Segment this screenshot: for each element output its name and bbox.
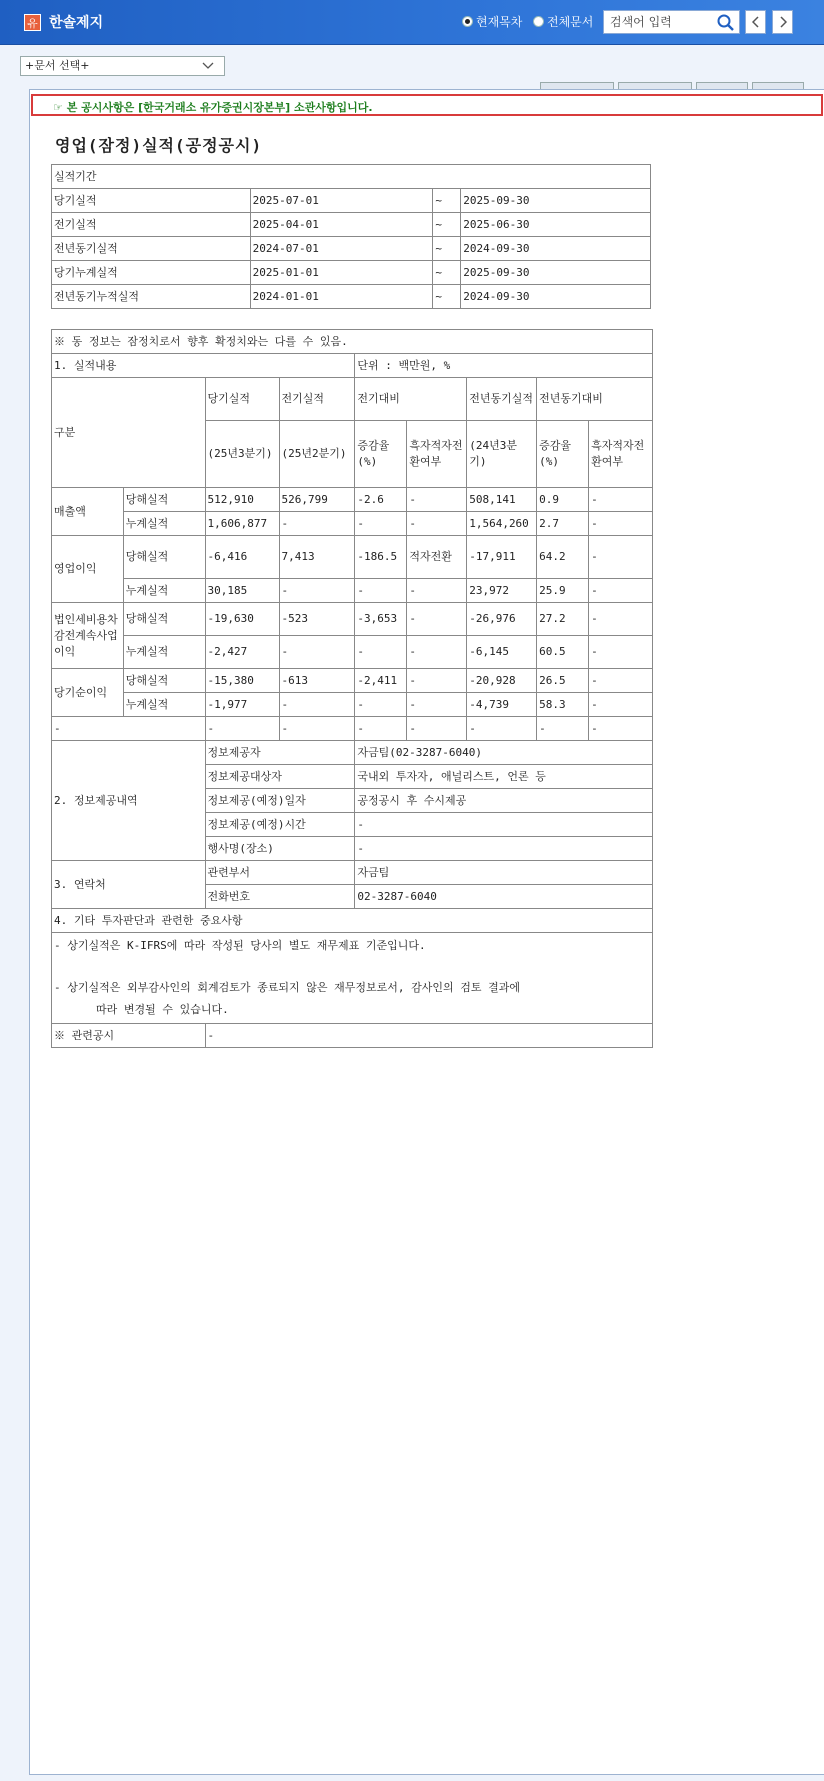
radio-button-icon[interactable] xyxy=(533,16,544,27)
column-header: 전기대비 xyxy=(355,378,467,421)
cell: - xyxy=(407,669,467,693)
item-name: 당기순이익 xyxy=(52,669,124,717)
row-type: 당해실적 xyxy=(123,603,205,636)
document-content xyxy=(29,89,824,1775)
table-row xyxy=(52,488,653,512)
period-to: 2025-09-30 xyxy=(461,261,651,285)
table-row xyxy=(52,861,653,885)
info-value: 국내외 투자자, 애널리스트, 언론 등 xyxy=(355,765,653,789)
cell: -2.6 xyxy=(355,488,407,512)
table-row xyxy=(52,933,653,1024)
cell: -19,630 xyxy=(205,603,279,636)
cell: - xyxy=(279,717,355,741)
notice-text: ☞ 본 공시사항은 [한국거래소 유가증권시장본부] 소관사항입니다. xyxy=(53,101,373,114)
cell: 25.9 xyxy=(537,579,589,603)
cell: - xyxy=(407,488,467,512)
period-to: 2025-06-30 xyxy=(461,213,651,237)
cell: 27.2 xyxy=(537,603,589,636)
table-row xyxy=(52,717,653,741)
results-table xyxy=(51,329,653,1048)
cell: -1,977 xyxy=(205,693,279,717)
info-value: - xyxy=(355,813,653,837)
cell: - xyxy=(589,603,653,636)
cell: - xyxy=(467,717,537,741)
cell: 적자전환 xyxy=(407,536,467,579)
table-row xyxy=(52,213,651,237)
chevron-right-icon xyxy=(779,16,787,28)
period-to: 2025-09-30 xyxy=(461,189,651,213)
period-from: 2025-07-01 xyxy=(250,189,433,213)
search-box xyxy=(603,10,740,34)
chevron-down-icon xyxy=(202,61,214,71)
cell: -523 xyxy=(279,603,355,636)
cell: -6,145 xyxy=(467,636,537,669)
company-badge-icon: 유 xyxy=(24,14,41,31)
cell: 526,799 xyxy=(279,488,355,512)
section-title: 3. 연락처 xyxy=(52,861,206,909)
item-name: 영업이익 xyxy=(52,536,124,603)
info-label: 정보제공대상자 xyxy=(205,765,355,789)
cell: - xyxy=(355,717,407,741)
table-row xyxy=(52,165,651,189)
table-row xyxy=(52,603,653,636)
cell: 23,972 xyxy=(467,579,537,603)
cell: - xyxy=(279,512,355,536)
cell: -20,928 xyxy=(467,669,537,693)
cell: - xyxy=(279,693,355,717)
cell: -6,416 xyxy=(205,536,279,579)
period-label: 당기누계실적 xyxy=(52,261,251,285)
cell: - xyxy=(407,579,467,603)
item-name: 법인세비용차감전계속사업이익 xyxy=(52,603,124,669)
period-to: 2024-09-30 xyxy=(461,237,651,261)
page-title: 영업(잠정)실적(공정공시) xyxy=(55,136,263,155)
related-value: - xyxy=(205,1024,652,1048)
period-sep: ~ xyxy=(433,285,461,309)
column-subheader: (24년3분기) xyxy=(467,421,537,488)
cell: 508,141 xyxy=(467,488,537,512)
column-header: 당기실적 xyxy=(205,378,279,421)
related-label: ※ 관련공시 xyxy=(52,1024,206,1048)
cell: 1,564,260 xyxy=(467,512,537,536)
note-line: 따라 변경될 수 있습니다. xyxy=(96,1003,229,1016)
period-sep: ~ xyxy=(433,189,461,213)
period-label: 전년동기누적실적 xyxy=(52,285,251,309)
column-subheader: 흑자적자전환여부 xyxy=(407,421,467,488)
row-type: 당해실적 xyxy=(123,536,205,579)
cell: -613 xyxy=(279,669,355,693)
row-type: 누계실적 xyxy=(123,579,205,603)
table-row xyxy=(52,1024,653,1048)
row-type: 당해실적 xyxy=(123,669,205,693)
cell: - xyxy=(355,636,407,669)
cell: - xyxy=(589,693,653,717)
period-sep: ~ xyxy=(433,237,461,261)
next-button[interactable] xyxy=(772,10,793,34)
period-label: 전년동기실적 xyxy=(52,237,251,261)
cell: -26,976 xyxy=(467,603,537,636)
table-row xyxy=(52,669,653,693)
column-header: 전년동기실적 xyxy=(467,378,537,421)
cell: 26.5 xyxy=(537,669,589,693)
section-title: 4. 기타 투자판단과 관련한 중요사항 xyxy=(52,909,653,933)
estimate-notice: ※ 동 정보는 잠정치로서 향후 확정치와는 다를 수 있음. xyxy=(52,330,653,354)
row-type: 누계실적 xyxy=(123,636,205,669)
cell: - xyxy=(407,512,467,536)
cell: - xyxy=(407,636,467,669)
column-header: 전기실적 xyxy=(279,378,355,421)
table-row xyxy=(52,536,653,579)
table-row xyxy=(52,354,653,378)
table-row xyxy=(52,285,651,309)
period-label: 당기실적 xyxy=(52,189,251,213)
cell: 30,185 xyxy=(205,579,279,603)
item-name: 매출액 xyxy=(52,488,124,536)
table-row xyxy=(52,261,651,285)
cell: - xyxy=(589,717,653,741)
cell: - xyxy=(355,579,407,603)
cell: -2,411 xyxy=(355,669,407,693)
category-header: 구분 xyxy=(52,378,206,488)
cell: - xyxy=(589,512,653,536)
radio-current-toc[interactable] xyxy=(462,13,522,30)
unit-label: 단위 : 백만원, % xyxy=(355,354,653,378)
table-row xyxy=(52,636,653,669)
cell: - xyxy=(537,717,589,741)
search-icon[interactable] xyxy=(716,13,736,33)
info-label: 행사명(장소) xyxy=(205,837,355,861)
column-subheader: 증감율(%) xyxy=(355,421,407,488)
cell: 7,413 xyxy=(279,536,355,579)
radio-all-label: 전체문서 xyxy=(547,15,594,29)
info-value: 공정공시 후 수시제공 xyxy=(355,789,653,813)
info-value: 02-3287-6040 xyxy=(355,885,653,909)
period-from: 2024-07-01 xyxy=(250,237,433,261)
table-row xyxy=(52,189,651,213)
cell: 512,910 xyxy=(205,488,279,512)
cell: - xyxy=(205,717,279,741)
radio-button-icon[interactable] xyxy=(462,16,473,27)
period-from: 2024-01-01 xyxy=(250,285,433,309)
cell: - xyxy=(407,603,467,636)
period-header: 실적기간 xyxy=(52,165,651,189)
table-row xyxy=(52,512,653,536)
cell: - xyxy=(589,536,653,579)
cell: - xyxy=(355,512,407,536)
period-label: 전기실적 xyxy=(52,213,251,237)
cell: - xyxy=(407,693,467,717)
cell: 0.9 xyxy=(537,488,589,512)
cell: - xyxy=(279,636,355,669)
period-to: 2024-09-30 xyxy=(461,285,651,309)
note-line: - 상기실적은 K-IFRS에 따라 작성된 당사의 별도 재무제표 기준입니다. xyxy=(54,939,426,952)
info-value: 자금팀 xyxy=(355,861,653,885)
row-type: 당해실적 xyxy=(123,488,205,512)
other-notes xyxy=(52,933,653,1024)
period-sep: ~ xyxy=(433,261,461,285)
document-select-value: +문서 선택+ xyxy=(25,59,90,72)
period-from: 2025-04-01 xyxy=(250,213,433,237)
info-label: 정보제공(예정)일자 xyxy=(205,789,355,813)
period-table xyxy=(51,164,651,309)
cell: 64.2 xyxy=(537,536,589,579)
column-subheader: (25년3분기) xyxy=(205,421,279,488)
info-label: 전화번호 xyxy=(205,885,355,909)
row-type: 누계실적 xyxy=(123,512,205,536)
cell: - xyxy=(407,717,467,741)
radio-all-docs[interactable] xyxy=(533,13,593,30)
cell: 60.5 xyxy=(537,636,589,669)
section-title: 1. 실적내용 xyxy=(52,354,355,378)
jurisdiction-notice xyxy=(31,94,823,116)
cell: - xyxy=(279,579,355,603)
info-label: 정보제공자 xyxy=(205,741,355,765)
column-subheader: (25년2분기) xyxy=(279,421,355,488)
chevron-left-icon xyxy=(752,16,760,28)
period-sep: ~ xyxy=(433,213,461,237)
search-input[interactable] xyxy=(604,11,720,33)
column-header: 전년동기대비 xyxy=(537,378,653,421)
table-row xyxy=(52,741,653,765)
radio-current-label: 현재목차 xyxy=(476,15,523,29)
top-bar xyxy=(0,0,824,45)
table-row xyxy=(52,579,653,603)
section-title: 2. 정보제공내역 xyxy=(52,741,206,861)
cell: 1,606,877 xyxy=(205,512,279,536)
cell: -4,739 xyxy=(467,693,537,717)
table-row xyxy=(52,237,651,261)
cell: - xyxy=(589,488,653,512)
column-subheader: 흑자적자전환여부 xyxy=(589,421,653,488)
table-row xyxy=(52,378,653,421)
cell: 58.3 xyxy=(537,693,589,717)
period-from: 2025-01-01 xyxy=(250,261,433,285)
cell: -3,653 xyxy=(355,603,407,636)
info-label: 관련부서 xyxy=(205,861,355,885)
cell: - xyxy=(589,579,653,603)
table-row xyxy=(52,330,653,354)
document-select[interactable] xyxy=(20,56,225,76)
info-value: 자금팀(02-3287-6040) xyxy=(355,741,653,765)
cell: - xyxy=(589,669,653,693)
row-type: 누계실적 xyxy=(123,693,205,717)
company-name[interactable]: 한솔제지 xyxy=(49,15,104,31)
table-row xyxy=(52,693,653,717)
info-value: - xyxy=(355,837,653,861)
note-line: - 상기실적은 외부감사인의 회계검토가 종료되지 않은 재무정보로서, 감사인의 검토 결과에 xyxy=(54,981,521,994)
cell: - xyxy=(52,717,206,741)
table-row xyxy=(52,909,653,933)
column-subheader: 증감율(%) xyxy=(537,421,589,488)
cell: -2,427 xyxy=(205,636,279,669)
cell: - xyxy=(355,693,407,717)
cell: -186.5 xyxy=(355,536,407,579)
cell: -17,911 xyxy=(467,536,537,579)
prev-button[interactable] xyxy=(745,10,766,34)
cell: - xyxy=(589,636,653,669)
info-label: 정보제공(예정)시간 xyxy=(205,813,355,837)
cell: -15,380 xyxy=(205,669,279,693)
cell: 2.7 xyxy=(537,512,589,536)
